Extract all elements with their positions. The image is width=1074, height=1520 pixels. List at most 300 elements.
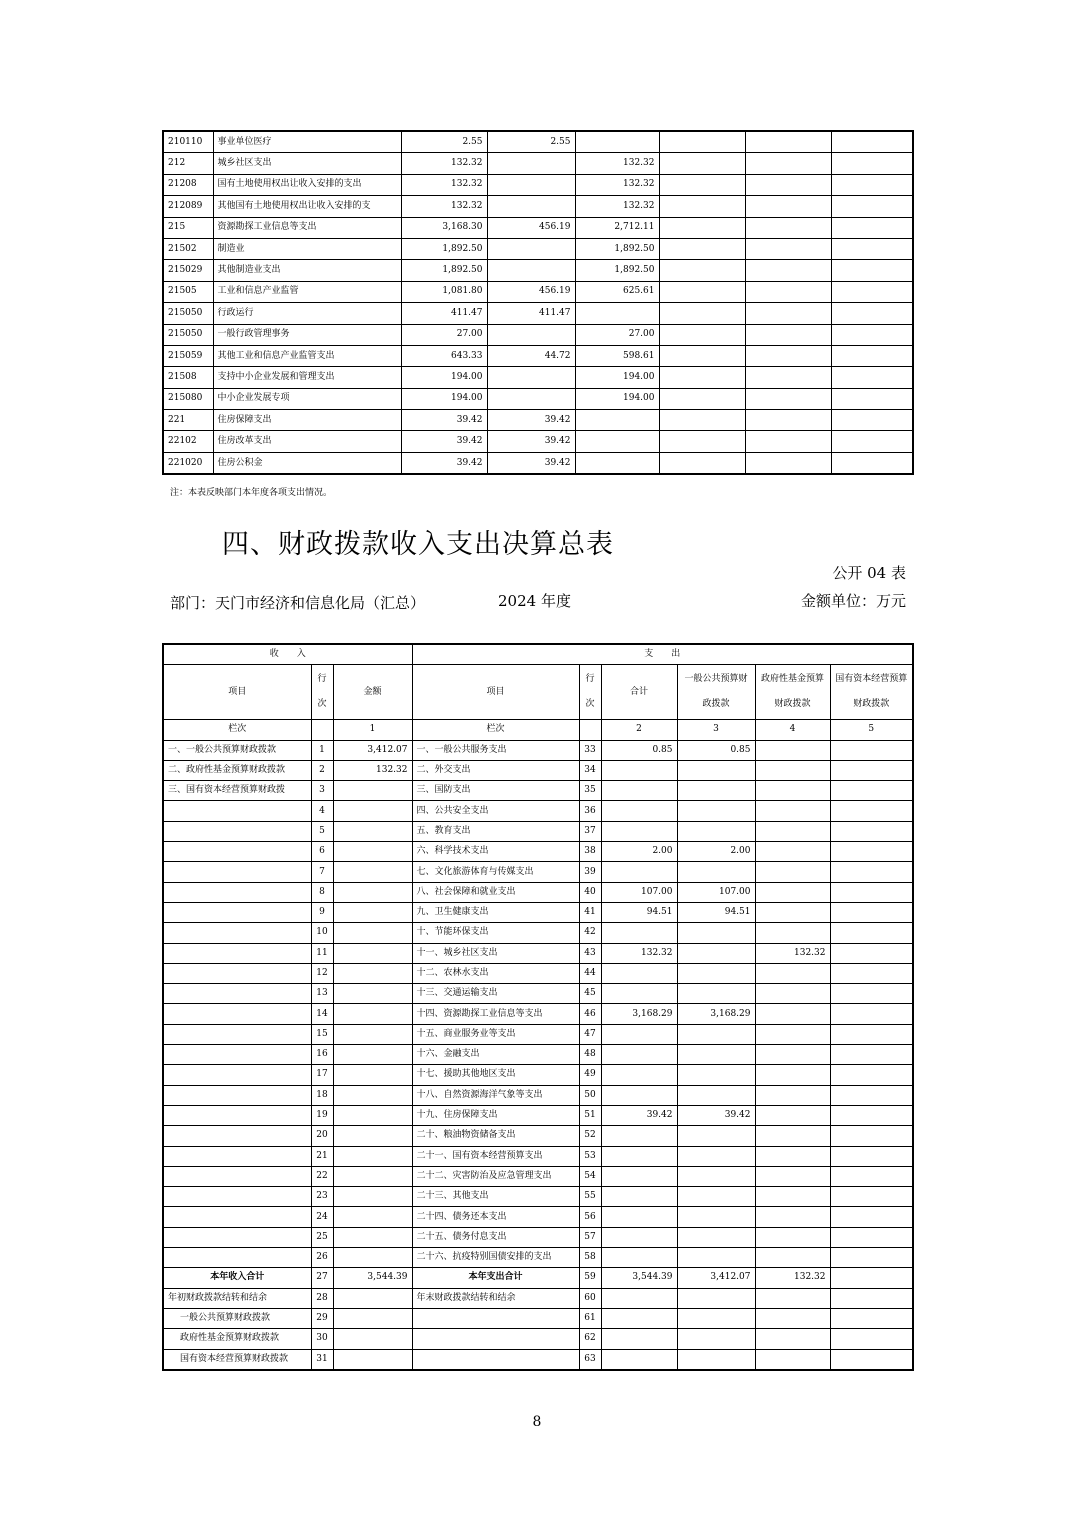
table-cell: 城乡社区支出 (213, 153, 401, 174)
table-cell: 1,081.80 (401, 281, 487, 302)
table-cell (755, 1308, 830, 1328)
table-cell (601, 1166, 677, 1186)
table-cell (659, 431, 745, 452)
table-cell (830, 740, 913, 760)
table-cell (333, 1207, 412, 1227)
table-cell: 2.00 (677, 842, 755, 862)
table-cell (601, 1126, 677, 1146)
table-cell: 132.32 (601, 943, 677, 963)
table-cell (830, 1268, 913, 1288)
table-cell: 26 (311, 1248, 333, 1268)
table-row (163, 324, 913, 345)
table-row (163, 1146, 913, 1166)
table-cell: 14 (311, 1004, 333, 1024)
col-row: 行次 (311, 665, 333, 720)
table-cell: 21502 (163, 238, 213, 259)
table-cell: 13 (311, 984, 333, 1004)
table-cell: 其他工业和信息产业监管支出 (213, 345, 401, 366)
table-cell: 十三、交通运输支出 (412, 984, 579, 1004)
table-cell: 19 (311, 1105, 333, 1125)
table-cell (755, 1045, 830, 1065)
col-index-label2: 栏次 (412, 720, 579, 740)
table-cell (333, 882, 412, 902)
fiscal-summary-table (162, 643, 914, 1371)
table-row (163, 1227, 913, 1247)
table-cell (601, 862, 677, 882)
table-row (163, 238, 913, 259)
table-cell (677, 801, 755, 821)
table-cell: 39.42 (487, 452, 575, 474)
table-cell (830, 1166, 913, 1186)
table-cell (333, 1024, 412, 1044)
table-cell (601, 1045, 677, 1065)
table-cell (163, 1227, 311, 1247)
table-cell (601, 760, 677, 780)
table-cell: 0.85 (601, 740, 677, 760)
table-cell (333, 1248, 412, 1268)
table-cell (601, 1085, 677, 1105)
table-cell (601, 1024, 677, 1044)
table-cell: 二十五、债务付息支出 (412, 1227, 579, 1247)
table-cell (830, 1349, 913, 1370)
table-cell (755, 1085, 830, 1105)
table-cell (333, 1166, 412, 1186)
table-cell (163, 1207, 311, 1227)
table-cell (333, 781, 412, 801)
table-cell: 事业单位医疗 (213, 131, 401, 153)
table-cell: 39.42 (401, 431, 487, 452)
table-row (163, 902, 913, 922)
table-cell: 22 (311, 1166, 333, 1186)
table-row (163, 1329, 913, 1349)
col-item2: 项目 (412, 665, 579, 720)
table-cell (830, 1288, 913, 1308)
table-cell (755, 842, 830, 862)
table-cell: 58 (579, 1248, 601, 1268)
table-cell (755, 740, 830, 760)
table-cell: 39.42 (601, 1105, 677, 1125)
table-cell: 24 (311, 1207, 333, 1227)
table-cell: 39.42 (487, 431, 575, 452)
table-cell (163, 801, 311, 821)
table-cell: 40 (579, 882, 601, 902)
table-cell (677, 1308, 755, 1328)
table-cell (659, 260, 745, 281)
table-row (163, 388, 913, 409)
table-cell (163, 1146, 311, 1166)
table-cell (831, 324, 913, 345)
table-cell: 221 (163, 410, 213, 431)
table-cell (163, 882, 311, 902)
table-cell: 一般公共预算财政拨款 (163, 1308, 311, 1328)
table-cell: 212 (163, 153, 213, 174)
table-cell (333, 1227, 412, 1247)
table-cell: 411.47 (487, 303, 575, 324)
table-cell (659, 388, 745, 409)
table-cell (755, 1248, 830, 1268)
table-cell (755, 1349, 830, 1370)
table-cell: 2.00 (601, 842, 677, 862)
table-cell: 34 (579, 760, 601, 780)
table-cell: 六、科学技术支出 (412, 842, 579, 862)
col-index-1: 1 (333, 720, 412, 740)
table-cell (745, 153, 831, 174)
table-row (163, 963, 913, 983)
table-cell (487, 324, 575, 345)
table-row (163, 1248, 913, 1268)
table-cell (601, 821, 677, 841)
table-cell: 二十、粮油物资储备支出 (412, 1126, 579, 1146)
table-cell (659, 410, 745, 431)
table-cell: 44 (579, 963, 601, 983)
table-cell: 17 (311, 1065, 333, 1085)
table-cell (601, 1187, 677, 1207)
table-cell (677, 1207, 755, 1227)
table-cell: 132.32 (755, 943, 830, 963)
table-cell: 28 (311, 1288, 333, 1308)
table-cell: 15 (311, 1024, 333, 1044)
table-cell: 九、卫生健康支出 (412, 902, 579, 922)
table-cell: 56 (579, 1207, 601, 1227)
table-cell (412, 1308, 579, 1328)
table-cell: 47 (579, 1024, 601, 1044)
table-cell: 598.61 (575, 345, 659, 366)
table-cell: 一般行政管理事务 (213, 324, 401, 345)
table-cell: 年初财政拨款结转和结余 (163, 1288, 311, 1308)
table-cell (755, 1288, 830, 1308)
table-cell (830, 1024, 913, 1044)
table-cell: 215029 (163, 260, 213, 281)
table-cell (601, 1288, 677, 1308)
table-cell (830, 984, 913, 1004)
table-cell: 工业和信息产业监管 (213, 281, 401, 302)
table-cell: 53 (579, 1146, 601, 1166)
table-cell (755, 760, 830, 780)
table-cell: 107.00 (677, 882, 755, 902)
table-cell (333, 1004, 412, 1024)
table-cell (677, 862, 755, 882)
table-cell (575, 303, 659, 324)
table-cell: 四、公共安全支出 (412, 801, 579, 821)
table-cell (163, 1105, 311, 1125)
table-cell (830, 1248, 913, 1268)
table-cell: 33 (579, 740, 601, 760)
table-cell: 212089 (163, 196, 213, 217)
table-cell: 55 (579, 1187, 601, 1207)
table-row (163, 1166, 913, 1186)
table-cell (601, 1308, 677, 1328)
table-cell (333, 963, 412, 983)
table-cell (163, 943, 311, 963)
table-cell: 本年收入合计 (163, 1268, 311, 1288)
page-number: 8 (532, 1414, 542, 1430)
table-cell (333, 1288, 412, 1308)
table-cell (830, 882, 913, 902)
table-cell: 194.00 (575, 388, 659, 409)
table-cell: 1,892.50 (575, 260, 659, 281)
table-cell (333, 801, 412, 821)
table-cell: 9 (311, 902, 333, 922)
table-row (163, 821, 913, 841)
table-cell: 215080 (163, 388, 213, 409)
table-cell: 2 (311, 760, 333, 780)
table-cell: 221020 (163, 452, 213, 474)
table-cell (677, 923, 755, 943)
table-row (163, 842, 913, 862)
table-cell: 94.51 (601, 902, 677, 922)
table-cell (831, 238, 913, 259)
table-cell: 132.32 (333, 760, 412, 780)
table-cell (677, 963, 755, 983)
table-cell: 45 (579, 984, 601, 1004)
table-cell: 21505 (163, 281, 213, 302)
table-cell (333, 1187, 412, 1207)
department-label: 部门：天门市经济和信息化局（汇总） (170, 594, 426, 612)
table-cell: 二、政府性基金预算财政拨款 (163, 760, 311, 780)
table-cell (830, 1146, 913, 1166)
table-cell: 41 (579, 902, 601, 922)
table-cell: 63 (579, 1349, 601, 1370)
table-cell: 其他国有土地使用权出让收入安排的支 (213, 196, 401, 217)
table-cell: 行政运行 (213, 303, 401, 324)
table-cell (745, 367, 831, 388)
table-cell (163, 1126, 311, 1146)
table-cell: 20 (311, 1126, 333, 1146)
table-cell (333, 1045, 412, 1065)
table-cell (601, 1248, 677, 1268)
table-cell: 48 (579, 1045, 601, 1065)
table-cell: 二、外交支出 (412, 760, 579, 780)
table-cell: 132.32 (401, 174, 487, 195)
table-cell (677, 1329, 755, 1349)
table-cell: 46 (579, 1004, 601, 1024)
table-cell (333, 984, 412, 1004)
table-cell (830, 1085, 913, 1105)
table-cell (412, 1329, 579, 1349)
table-cell (575, 131, 659, 153)
fiscal-year: 2024 年度 (498, 592, 571, 610)
table-cell: 43 (579, 943, 601, 963)
table-cell (755, 923, 830, 943)
table-row (163, 882, 913, 902)
table-cell (830, 1045, 913, 1065)
table-cell (830, 963, 913, 983)
table-cell (830, 1105, 913, 1125)
table-cell: 194.00 (401, 388, 487, 409)
table-row (163, 1308, 913, 1328)
table-cell: 35 (579, 781, 601, 801)
table-cell: 37 (579, 821, 601, 841)
table-cell: 3,168.29 (677, 1004, 755, 1024)
table-cell: 456.19 (487, 281, 575, 302)
table-cell: 12 (311, 963, 333, 983)
table-cell (755, 1166, 830, 1186)
table-cell (677, 1146, 755, 1166)
table-cell: 132.32 (755, 1268, 830, 1288)
table-row (163, 1187, 913, 1207)
table-row (163, 1126, 913, 1146)
table-cell (601, 1329, 677, 1349)
form-number: 公开 04 表 (832, 564, 906, 582)
table-cell (163, 821, 311, 841)
table-cell (755, 1329, 830, 1349)
table-cell: 十、节能环保支出 (412, 923, 579, 943)
table-cell (830, 1187, 913, 1207)
table-cell (163, 1065, 311, 1085)
amount-unit: 金额单位：万元 (800, 592, 906, 610)
table-cell: 39.42 (401, 410, 487, 431)
table-cell (659, 238, 745, 259)
table-row (163, 217, 913, 238)
table-cell (487, 367, 575, 388)
table-cell (163, 984, 311, 1004)
table-cell: 132.32 (401, 196, 487, 217)
table-row (163, 153, 913, 174)
table-cell (830, 1207, 913, 1227)
table-cell (755, 821, 830, 841)
table-cell (333, 923, 412, 943)
table-cell (745, 174, 831, 195)
table-cell (677, 821, 755, 841)
table-cell: 二十三、其他支出 (412, 1187, 579, 1207)
table-cell: 94.51 (677, 902, 755, 922)
table-cell: 住房保障支出 (213, 410, 401, 431)
table-cell (575, 452, 659, 474)
col-index-3: 3 (677, 720, 755, 740)
col-row2: 行次 (579, 665, 601, 720)
table-cell (745, 217, 831, 238)
table-cell: 21208 (163, 174, 213, 195)
table-cell: 5 (311, 821, 333, 841)
table-cell (755, 1227, 830, 1247)
table-cell (487, 388, 575, 409)
table-cell: 52 (579, 1126, 601, 1146)
table-cell (677, 1248, 755, 1268)
table-row (163, 1045, 913, 1065)
table-cell (745, 324, 831, 345)
table-cell (163, 1085, 311, 1105)
table-cell: 42 (579, 923, 601, 943)
table-cell: 27 (311, 1268, 333, 1288)
table-cell (659, 367, 745, 388)
table-cell: 21 (311, 1146, 333, 1166)
table-cell: 59 (579, 1268, 601, 1288)
table-cell: 2,712.11 (575, 217, 659, 238)
table-cell: 年末财政拨款结转和结余 (412, 1288, 579, 1308)
table-row (163, 281, 913, 302)
table-cell (677, 1065, 755, 1085)
table-cell (755, 862, 830, 882)
table-cell: 二十二、灾害防治及应急管理支出 (412, 1166, 579, 1186)
table-cell: 215059 (163, 345, 213, 366)
table-cell: 7 (311, 862, 333, 882)
table-cell (601, 1227, 677, 1247)
table-cell (659, 324, 745, 345)
table-cell (333, 943, 412, 963)
table-cell: 十六、金融支出 (412, 1045, 579, 1065)
table-cell (659, 303, 745, 324)
table-cell: 107.00 (601, 882, 677, 902)
table-cell: 十四、资源勘探工业信息等支出 (412, 1004, 579, 1024)
table-cell (831, 131, 913, 153)
table-row (163, 862, 913, 882)
table-cell: 6 (311, 842, 333, 862)
col-index-label: 栏次 (163, 720, 311, 740)
table-cell: 10 (311, 923, 333, 943)
table-cell (487, 238, 575, 259)
table-cell (755, 1065, 830, 1085)
table-cell (333, 821, 412, 841)
table-cell: 3 (311, 781, 333, 801)
table-cell: 二十一、国有资本经营预算支出 (412, 1146, 579, 1166)
table-row (163, 740, 913, 760)
table-cell (333, 1085, 412, 1105)
table-cell: 国有资本经营预算财政拨款 (163, 1349, 311, 1370)
table-cell: 3,412.07 (333, 740, 412, 760)
table-cell: 2.55 (401, 131, 487, 153)
page-title: 四、财政拨款收入支出决算总表 (222, 529, 614, 560)
table-cell: 政府性基金预算财政拨款 (163, 1329, 311, 1349)
col-gov-fund: 政府性基金预算财政拨款 (755, 665, 830, 720)
table-cell: 五、教育支出 (412, 821, 579, 841)
table-cell: 38 (579, 842, 601, 862)
expenditure-detail-table (162, 130, 914, 475)
table-cell (745, 303, 831, 324)
table-cell: 支持中小企业发展和管理支出 (213, 367, 401, 388)
table-cell: 资源勘探工业信息等支出 (213, 217, 401, 238)
table-cell (677, 1045, 755, 1065)
table-cell (163, 1248, 311, 1268)
table-cell (755, 882, 830, 902)
table-cell: 3,412.07 (677, 1268, 755, 1288)
table-cell: 23 (311, 1187, 333, 1207)
income-header: 收 入 (163, 644, 412, 665)
col-total: 合计 (601, 665, 677, 720)
table-row (163, 760, 913, 780)
table-cell (677, 781, 755, 801)
table-cell (659, 281, 745, 302)
table-cell (333, 1349, 412, 1370)
table-row (163, 131, 913, 153)
table-row (163, 1085, 913, 1105)
table-cell: 27.00 (401, 324, 487, 345)
col-index-5: 5 (830, 720, 913, 740)
table-cell (333, 1146, 412, 1166)
table-cell (831, 153, 913, 174)
expense-header: 支 出 (412, 644, 913, 665)
table-cell (831, 345, 913, 366)
table-cell: 62 (579, 1329, 601, 1349)
table-cell: 三、国有资本经营预算财政拨 (163, 781, 311, 801)
table-cell: 二十六、抗疫特别国债安排的支出 (412, 1248, 579, 1268)
table-cell: 39.42 (677, 1105, 755, 1125)
table-cell (745, 238, 831, 259)
table-cell (755, 984, 830, 1004)
table-cell (601, 963, 677, 983)
table-cell: 57 (579, 1227, 601, 1247)
table-cell: 8 (311, 882, 333, 902)
table-cell (333, 862, 412, 882)
table-cell: 一、一般公共预算财政拨款 (163, 740, 311, 760)
table-cell: 其他制造业支出 (213, 260, 401, 281)
table-cell: 十一、城乡社区支出 (412, 943, 579, 963)
table-row (163, 801, 913, 821)
table-cell: 22102 (163, 431, 213, 452)
col-soe-budget: 国有资本经营预算财政拨款 (830, 665, 913, 720)
table-cell: 60 (579, 1288, 601, 1308)
table-row (163, 943, 913, 963)
table-cell (659, 452, 745, 474)
